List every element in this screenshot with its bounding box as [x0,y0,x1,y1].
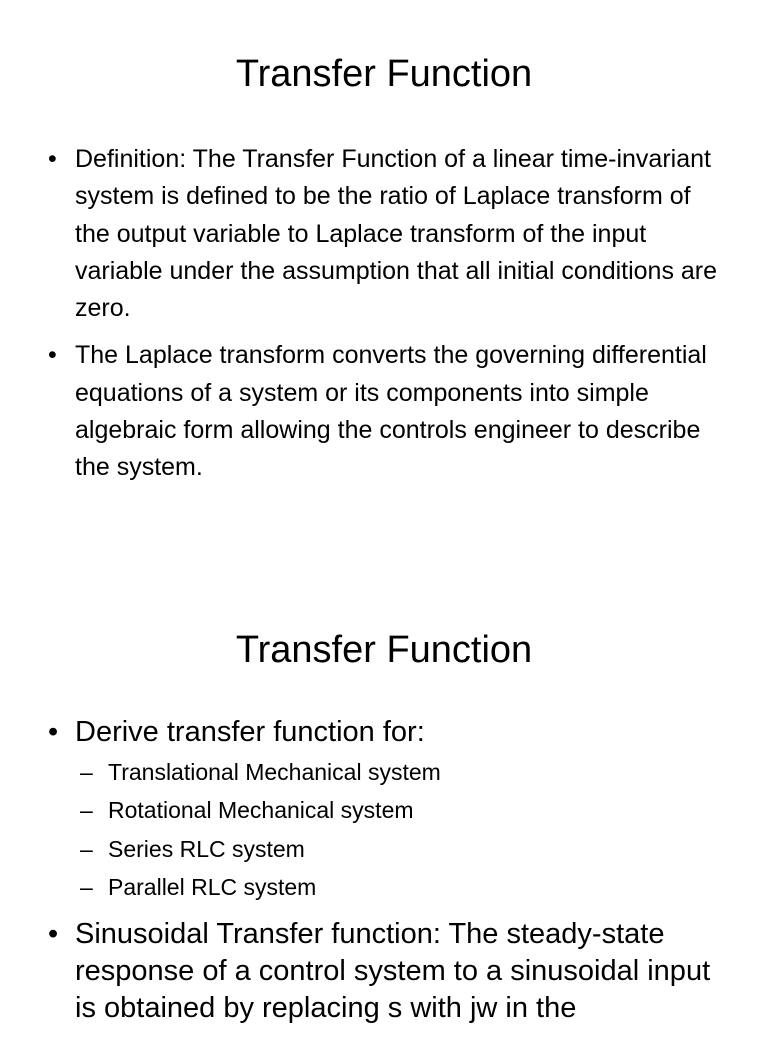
bullet-text: Definition: The Transfer Function of a linear time-invariant system is defined to be the ratio of Laplace transform of the output variable to Laplace transform of the input variable under the assumption that all initial conditions are zero. [75,145,718,323]
slide-title: Transfer Function [235,53,533,95]
sub-item-translational [75,753,728,791]
bullet-text: Sinusoidal Transfer function: The steady-state response of a control system to a sinusoidal input is obtained by replacing s with jw in the [75,918,711,1025]
sub-item-parallel-rlc [75,868,728,906]
sub-item-rotational [75,791,728,829]
dash-marker: – [80,759,93,785]
bullet-laplace [48,337,728,486]
dash-marker: – [80,873,93,900]
bullet-list [48,141,728,497]
dash-marker: – [80,797,93,824]
bullet-marker: • [48,918,59,951]
sub-item-text: Rotational Mechanical system [108,797,414,824]
slide-2 [0,576,768,1024]
bullet-definition [48,141,728,327]
bullet-marker: • [48,716,59,748]
sub-item-text: Series RLC system [108,835,305,862]
slide-title: Transfer Function [235,629,533,671]
bullet-marker: • [48,341,57,370]
sub-item-text: Translational Mechanical system [108,759,441,785]
sub-item-series-rlc [75,830,728,868]
sub-list [75,753,728,906]
bullet-sinusoidal [48,916,728,1027]
sub-item-text: Parallel RLC system [108,873,317,900]
bullet-text: The Laplace transform converts the governing differential equations of a system or its components into simple algebraic form allowing the controls engineer to describe the system. [75,341,707,482]
bullet-derive [48,714,728,906]
dash-marker: – [80,835,93,862]
bullet-marker: • [48,145,57,173]
bullet-text: Derive transfer function for: [75,716,425,748]
bullet-list [48,714,728,1037]
